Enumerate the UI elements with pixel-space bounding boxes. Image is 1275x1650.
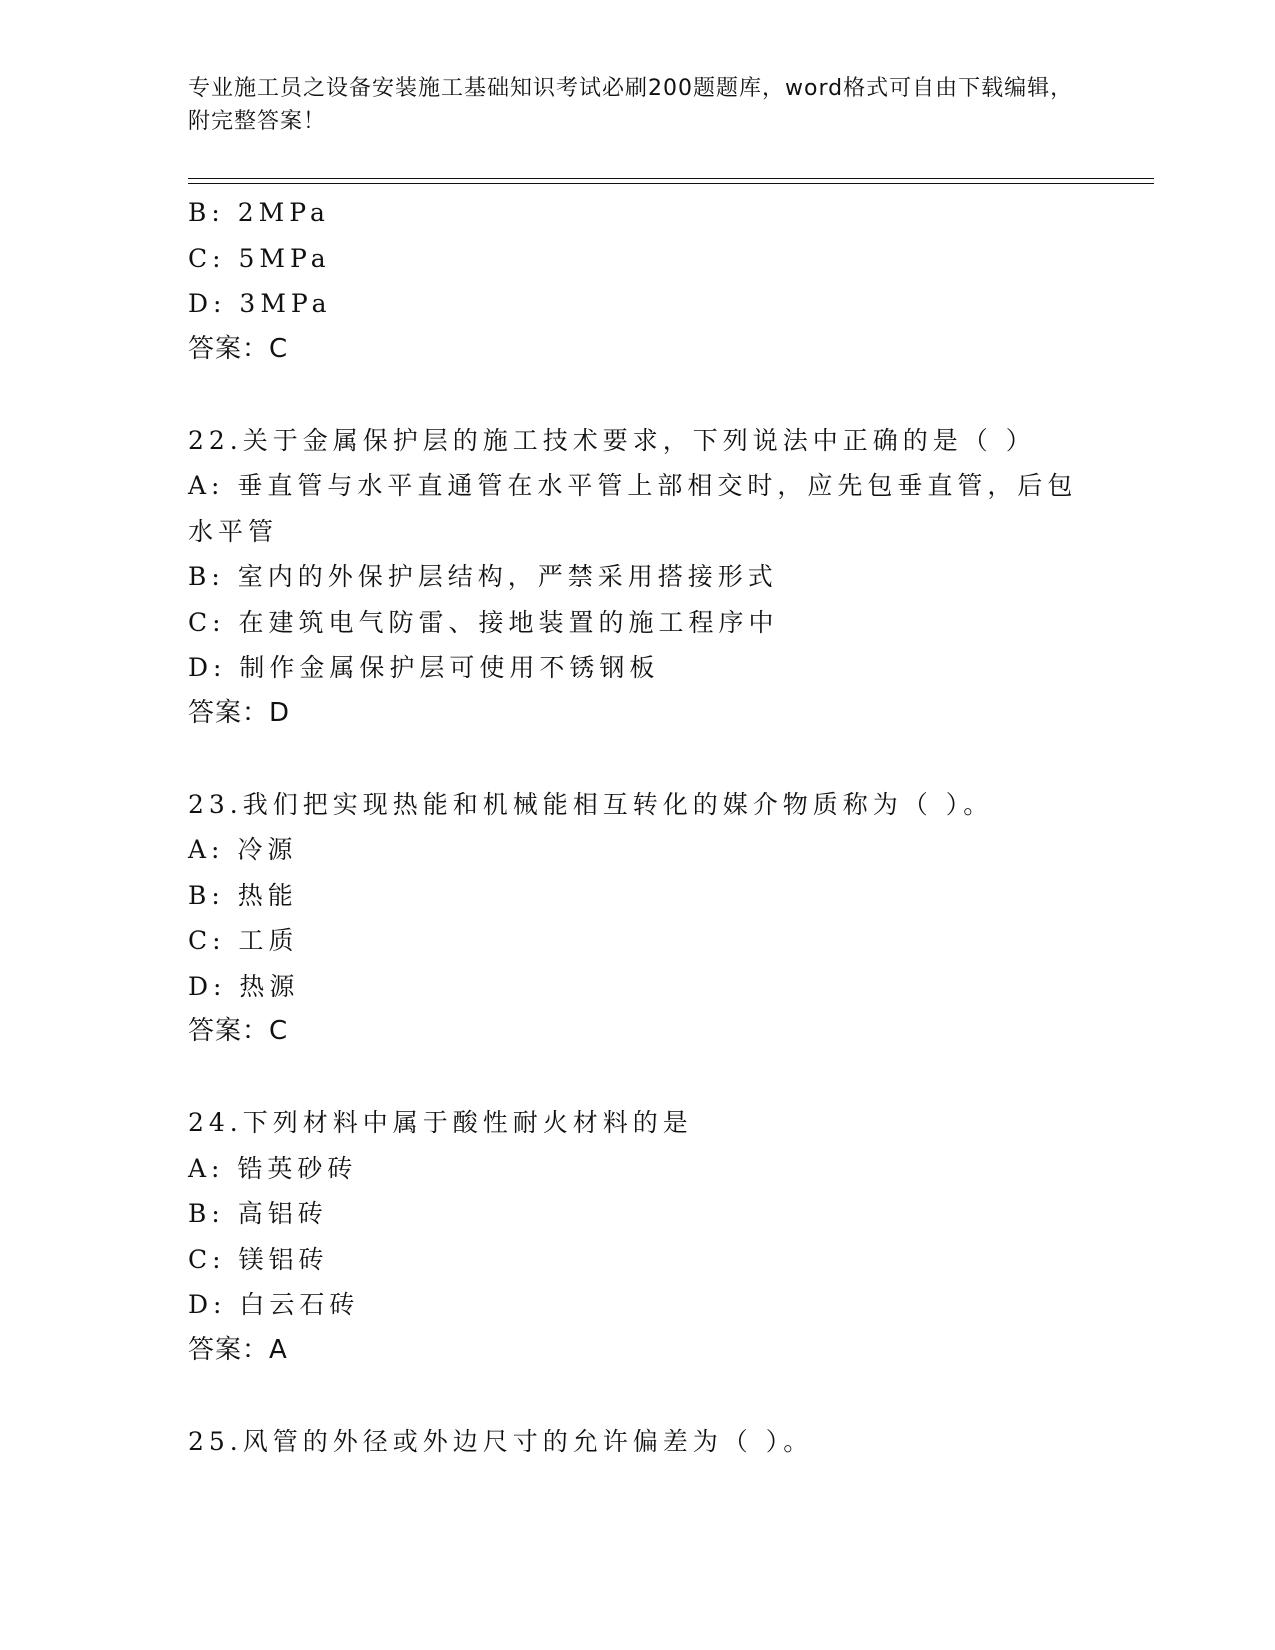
question-stem: 24.下列材料中属于酸性耐火材料的是	[188, 1108, 693, 1137]
question-stem: 25.风管的外径或外边尺寸的允许偏差为（ ）。	[188, 1426, 814, 1456]
document-header	[188, 72, 1088, 138]
option-c: C: 在建筑电气防雷、接地装置的施工程序中	[188, 607, 779, 637]
option-a: A: 锆英砂砖	[188, 1153, 358, 1183]
spacer	[188, 1373, 1088, 1419]
answer-line: 答案：D	[188, 697, 291, 728]
spacer	[188, 372, 1088, 418]
question-list	[188, 190, 1088, 1464]
option-c: C: 镁铝砖	[188, 1244, 329, 1274]
option-c: C: 5MPa	[188, 243, 331, 273]
answer-line: 答案：C	[188, 1016, 289, 1046]
option-d: D: 3MPa	[188, 289, 332, 318]
question-21-continued	[188, 190, 1088, 372]
question-stem: 22.关于金属保护层的施工技术要求，下列说法中正确的是（ ）	[188, 425, 1036, 455]
option-b: B: 室内的外保护层结构，严禁采用搭接形式	[188, 562, 778, 591]
question-24	[188, 1100, 1088, 1373]
option-b: B: 高铝砖	[188, 1199, 328, 1228]
question-25	[188, 1419, 1088, 1465]
option-a: A: 冷源	[188, 835, 298, 864]
option-b: B: 2MPa	[188, 198, 330, 227]
option-a: A: 垂直管与水平直通管在水平管上部相交时，应先包垂直管，后包水平管	[188, 471, 1078, 546]
question-stem: 23.我们把实现热能和机械能相互转化的媒介物质称为（ ）。	[188, 789, 994, 819]
question-23	[188, 782, 1088, 1055]
option-d: D: 热源	[188, 971, 300, 1001]
answer-line: 答案：A	[188, 1334, 288, 1365]
question-22	[188, 418, 1088, 737]
option-d: D: 制作金属保护层可使用不锈钢板	[188, 653, 660, 682]
option-c: C: 工质	[188, 926, 299, 955]
document-title: 专业施工员之设备安装施工基础知识考试必刷200题题库，word格式可自由下载编辑，附完整答案！	[188, 76, 1074, 134]
header-divider-bottom	[188, 183, 1154, 184]
option-b: B: 热能	[188, 880, 298, 910]
header-divider-top	[188, 178, 1154, 179]
option-d: D: 白云石砖	[188, 1290, 360, 1319]
answer-line: 答案：C	[188, 333, 289, 364]
spacer	[188, 736, 1088, 782]
spacer	[188, 1055, 1088, 1101]
